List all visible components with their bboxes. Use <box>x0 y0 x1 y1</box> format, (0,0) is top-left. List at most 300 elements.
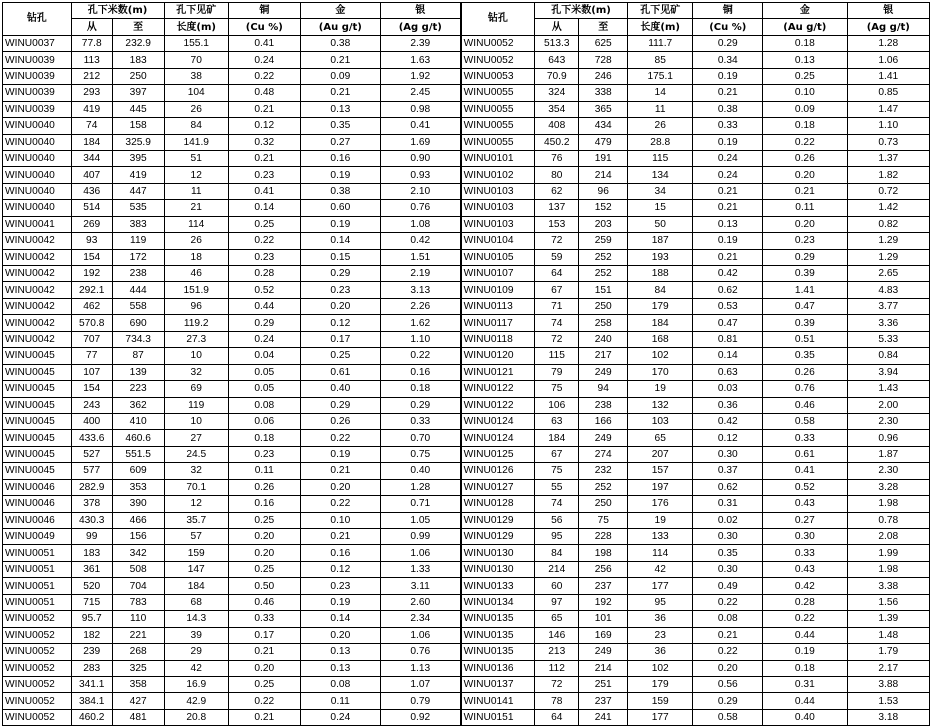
right-cell-hole: WINU0137 <box>461 676 535 692</box>
right-cell-hole: WINU0055 <box>461 134 535 150</box>
right-cell-ag: 3.28 <box>847 479 929 495</box>
left-cell-cu: 0.22 <box>228 693 300 709</box>
right-cell-cu: 0.36 <box>693 397 763 413</box>
right-cell-cu: 0.42 <box>693 266 763 282</box>
left-cell-cu: 0.23 <box>228 446 300 462</box>
right-cell-to: 152 <box>579 200 628 216</box>
left-cell-hole: WINU0046 <box>3 512 72 528</box>
left-cell-from: 282.9 <box>71 479 112 495</box>
left-cell-to: 87 <box>112 348 164 364</box>
left-cell-interval: 12 <box>164 167 228 183</box>
left-cell-cu: 0.23 <box>228 249 300 265</box>
left-cell-hole: WINU0045 <box>3 348 72 364</box>
right-cell-au: 0.42 <box>763 578 847 594</box>
right-cell-from: 84 <box>535 545 579 561</box>
left-cell-ag: 0.71 <box>380 496 460 512</box>
left-cell-hole: WINU0045 <box>3 381 72 397</box>
right-cell-ag: 2.17 <box>847 660 929 676</box>
left-cell-to: 158 <box>112 118 164 134</box>
right-cell-to: 240 <box>579 331 628 347</box>
right-cell-from: 137 <box>535 200 579 216</box>
left-cell-hole: WINU0037 <box>3 35 72 51</box>
left-cell-hole: WINU0042 <box>3 233 72 249</box>
right-cell-to: 169 <box>579 627 628 643</box>
left-cell-to: 342 <box>112 545 164 561</box>
left-cell-au: 0.38 <box>300 183 380 199</box>
left-cell-ag: 3.11 <box>380 578 460 594</box>
header-row-top <box>3 3 930 19</box>
right-cell-to: 728 <box>579 52 628 68</box>
right-cell-cu: 0.19 <box>693 233 763 249</box>
right-cell-from: 95 <box>535 529 579 545</box>
left-cell-hole: WINU0040 <box>3 118 72 134</box>
left-cell-cu: 0.44 <box>228 298 300 314</box>
left-cell-to: 535 <box>112 200 164 216</box>
right-cell-ag: 1.41 <box>847 68 929 84</box>
left-cell-au: 0.26 <box>300 413 380 429</box>
right-cell-from: 643 <box>535 52 579 68</box>
right-cell-interval: 157 <box>627 463 692 479</box>
left-cell-from: 361 <box>71 561 112 577</box>
right-cell-au: 0.10 <box>763 85 847 101</box>
left-cell-interval: 70 <box>164 52 228 68</box>
right-cell-cu: 0.13 <box>693 216 763 232</box>
left-cell-hole: WINU0052 <box>3 660 72 676</box>
drill-results-table-container <box>2 2 930 726</box>
table-row <box>3 315 930 331</box>
left-cell-to: 690 <box>112 315 164 331</box>
right-cell-ag: 1.56 <box>847 594 929 610</box>
header-to: 至 <box>579 19 628 35</box>
left-cell-au: 0.20 <box>300 627 380 643</box>
left-cell-to: 232.9 <box>112 35 164 51</box>
right-cell-cu: 0.12 <box>693 430 763 446</box>
table-row <box>3 233 930 249</box>
right-cell-to: 249 <box>579 644 628 660</box>
table-row <box>3 578 930 594</box>
right-cell-interval: 187 <box>627 233 692 249</box>
left-cell-from: 113 <box>71 52 112 68</box>
right-cell-cu: 0.38 <box>693 101 763 117</box>
right-cell-interval: 197 <box>627 479 692 495</box>
right-cell-hole: WINU0101 <box>461 150 535 166</box>
left-cell-to: 183 <box>112 52 164 68</box>
left-cell-au: 0.27 <box>300 134 380 150</box>
left-cell-cu: 0.23 <box>228 167 300 183</box>
right-cell-ag: 3.88 <box>847 676 929 692</box>
right-cell-interval: 134 <box>627 167 692 183</box>
right-cell-au: 0.41 <box>763 463 847 479</box>
right-cell-hole: WINU0102 <box>461 167 535 183</box>
table-row <box>3 381 930 397</box>
right-cell-interval: 65 <box>627 430 692 446</box>
right-cell-to: 338 <box>579 85 628 101</box>
left-cell-hole: WINU0042 <box>3 331 72 347</box>
table-row <box>3 709 930 725</box>
header-to: 至 <box>112 19 164 35</box>
right-cell-to: 101 <box>579 611 628 627</box>
right-cell-from: 63 <box>535 413 579 429</box>
left-cell-to: 110 <box>112 611 164 627</box>
right-cell-ag: 1.43 <box>847 381 929 397</box>
left-cell-hole: WINU0051 <box>3 561 72 577</box>
right-cell-hole: WINU0107 <box>461 266 535 282</box>
right-cell-interval: 175.1 <box>627 68 692 84</box>
right-cell-interval: 23 <box>627 627 692 643</box>
right-cell-interval: 102 <box>627 660 692 676</box>
left-cell-hole: WINU0045 <box>3 430 72 446</box>
right-cell-hole: WINU0141 <box>461 693 535 709</box>
right-cell-au: 0.33 <box>763 430 847 446</box>
left-cell-to: 419 <box>112 167 164 183</box>
left-cell-ag: 1.06 <box>380 545 460 561</box>
left-cell-from: 520 <box>71 578 112 594</box>
left-cell-interval: 70.1 <box>164 479 228 495</box>
left-cell-au: 0.15 <box>300 249 380 265</box>
left-cell-hole: WINU0045 <box>3 446 72 462</box>
right-cell-cu: 0.02 <box>693 512 763 528</box>
left-cell-ag: 1.51 <box>380 249 460 265</box>
left-cell-ag: 0.99 <box>380 529 460 545</box>
left-cell-to: 460.6 <box>112 430 164 446</box>
left-cell-hole: WINU0039 <box>3 85 72 101</box>
right-cell-ag: 1.98 <box>847 496 929 512</box>
left-cell-ag: 1.10 <box>380 331 460 347</box>
left-cell-ag: 1.13 <box>380 660 460 676</box>
table-row <box>3 594 930 610</box>
right-cell-interval: 42 <box>627 561 692 577</box>
table-row <box>3 496 930 512</box>
right-cell-interval: 132 <box>627 397 692 413</box>
right-cell-to: 237 <box>579 578 628 594</box>
right-cell-cu: 0.19 <box>693 68 763 84</box>
left-cell-hole: WINU0042 <box>3 298 72 314</box>
right-cell-au: 0.33 <box>763 545 847 561</box>
left-cell-cu: 0.05 <box>228 381 300 397</box>
left-cell-au: 0.14 <box>300 611 380 627</box>
right-cell-cu: 0.03 <box>693 381 763 397</box>
right-cell-ag: 5.33 <box>847 331 929 347</box>
right-cell-hole: WINU0109 <box>461 282 535 298</box>
right-cell-interval: 19 <box>627 381 692 397</box>
right-cell-to: 228 <box>579 529 628 545</box>
left-cell-hole: WINU0045 <box>3 463 72 479</box>
right-cell-interval: 84 <box>627 282 692 298</box>
right-cell-hole: WINU0124 <box>461 430 535 446</box>
right-cell-cu: 0.42 <box>693 413 763 429</box>
left-cell-ag: 0.93 <box>380 167 460 183</box>
left-cell-interval: 21 <box>164 200 228 216</box>
right-cell-cu: 0.22 <box>693 594 763 610</box>
table-row <box>3 35 930 51</box>
right-cell-to: 252 <box>579 249 628 265</box>
right-cell-hole: WINU0122 <box>461 381 535 397</box>
left-cell-cu: 0.33 <box>228 611 300 627</box>
left-cell-to: 704 <box>112 578 164 594</box>
right-cell-to: 192 <box>579 594 628 610</box>
right-cell-interval: 114 <box>627 545 692 561</box>
right-cell-hole: WINU0129 <box>461 529 535 545</box>
left-cell-au: 0.29 <box>300 397 380 413</box>
right-cell-from: 75 <box>535 463 579 479</box>
left-cell-interval: 141.9 <box>164 134 228 150</box>
right-cell-au: 0.43 <box>763 561 847 577</box>
left-cell-to: 362 <box>112 397 164 413</box>
right-cell-from: 64 <box>535 266 579 282</box>
left-cell-ag: 1.63 <box>380 52 460 68</box>
left-cell-from: 93 <box>71 233 112 249</box>
right-cell-interval: 50 <box>627 216 692 232</box>
left-cell-ag: 0.70 <box>380 430 460 446</box>
left-cell-cu: 0.05 <box>228 364 300 380</box>
left-cell-hole: WINU0052 <box>3 611 72 627</box>
table-row <box>3 348 930 364</box>
table-row <box>3 644 930 660</box>
left-cell-to: 466 <box>112 512 164 528</box>
left-cell-hole: WINU0046 <box>3 479 72 495</box>
table-body <box>3 35 930 725</box>
right-cell-ag: 1.79 <box>847 644 929 660</box>
right-cell-from: 56 <box>535 512 579 528</box>
right-cell-hole: WINU0128 <box>461 496 535 512</box>
right-cell-au: 0.19 <box>763 644 847 660</box>
header-interval-line1: 孔下见矿 <box>627 3 692 19</box>
right-cell-to: 252 <box>579 266 628 282</box>
left-cell-ag: 0.29 <box>380 397 460 413</box>
left-cell-interval: 46 <box>164 266 228 282</box>
right-cell-cu: 0.81 <box>693 331 763 347</box>
left-cell-cu: 0.16 <box>228 496 300 512</box>
left-cell-hole: WINU0051 <box>3 578 72 594</box>
left-cell-from: 407 <box>71 167 112 183</box>
right-cell-interval: 179 <box>627 676 692 692</box>
left-cell-hole: WINU0042 <box>3 266 72 282</box>
left-cell-hole: WINU0042 <box>3 249 72 265</box>
header-ag-line2: (Ag g/t) <box>847 19 929 35</box>
right-cell-interval: 102 <box>627 348 692 364</box>
right-cell-cu: 0.29 <box>693 693 763 709</box>
right-cell-ag: 1.29 <box>847 233 929 249</box>
right-cell-hole: WINU0121 <box>461 364 535 380</box>
left-cell-au: 0.61 <box>300 364 380 380</box>
left-cell-interval: 119.2 <box>164 315 228 331</box>
left-cell-au: 0.11 <box>300 693 380 709</box>
right-cell-ag: 2.65 <box>847 266 929 282</box>
right-cell-to: 258 <box>579 315 628 331</box>
left-cell-au: 0.40 <box>300 381 380 397</box>
right-cell-cu: 0.62 <box>693 479 763 495</box>
right-cell-hole: WINU0127 <box>461 479 535 495</box>
right-cell-from: 75 <box>535 381 579 397</box>
right-cell-ag: 2.30 <box>847 413 929 429</box>
left-cell-interval: 35.7 <box>164 512 228 528</box>
header-cu-line1: 铜 <box>693 3 763 19</box>
header-drillhole: 钻孔 <box>3 3 72 36</box>
right-cell-interval: 95 <box>627 594 692 610</box>
left-cell-ag: 0.76 <box>380 200 460 216</box>
right-cell-interval: 111.7 <box>627 35 692 51</box>
right-cell-hole: WINU0103 <box>461 183 535 199</box>
right-cell-hole: WINU0122 <box>461 397 535 413</box>
right-cell-interval: 19 <box>627 512 692 528</box>
right-cell-ag: 1.48 <box>847 627 929 643</box>
left-cell-to: 139 <box>112 364 164 380</box>
right-cell-cu: 0.21 <box>693 249 763 265</box>
right-cell-from: 153 <box>535 216 579 232</box>
right-cell-from: 71 <box>535 298 579 314</box>
right-cell-from: 60 <box>535 578 579 594</box>
right-cell-au: 0.35 <box>763 348 847 364</box>
left-cell-au: 0.19 <box>300 216 380 232</box>
right-cell-cu: 0.21 <box>693 85 763 101</box>
table-row <box>3 413 930 429</box>
left-cell-interval: 27.3 <box>164 331 228 347</box>
right-cell-to: 479 <box>579 134 628 150</box>
left-cell-hole: WINU0040 <box>3 134 72 150</box>
right-cell-au: 0.40 <box>763 709 847 725</box>
right-cell-au: 0.43 <box>763 496 847 512</box>
left-cell-interval: 20.8 <box>164 709 228 725</box>
left-cell-hole: WINU0045 <box>3 413 72 429</box>
right-cell-from: 408 <box>535 118 579 134</box>
right-cell-cu: 0.56 <box>693 676 763 692</box>
left-cell-cu: 0.25 <box>228 512 300 528</box>
left-cell-cu: 0.21 <box>228 150 300 166</box>
right-cell-to: 625 <box>579 35 628 51</box>
left-cell-hole: WINU0045 <box>3 397 72 413</box>
right-cell-au: 0.39 <box>763 315 847 331</box>
right-cell-ag: 1.28 <box>847 35 929 51</box>
header-depth: 孔下米数(m) <box>71 3 164 19</box>
left-cell-au: 0.13 <box>300 660 380 676</box>
left-cell-ag: 1.69 <box>380 134 460 150</box>
right-cell-ag: 0.78 <box>847 512 929 528</box>
right-cell-hole: WINU0052 <box>461 52 535 68</box>
right-cell-hole: WINU0125 <box>461 446 535 462</box>
right-cell-hole: WINU0124 <box>461 413 535 429</box>
left-cell-au: 0.21 <box>300 85 380 101</box>
right-cell-to: 214 <box>579 167 628 183</box>
right-cell-from: 80 <box>535 167 579 183</box>
right-cell-ag: 3.18 <box>847 709 929 725</box>
left-cell-au: 0.29 <box>300 266 380 282</box>
table-row <box>3 282 930 298</box>
table-row <box>3 545 930 561</box>
header-cu-line2: (Cu %) <box>228 19 300 35</box>
left-cell-cu: 0.18 <box>228 430 300 446</box>
left-cell-interval: 27 <box>164 430 228 446</box>
left-cell-interval: 104 <box>164 85 228 101</box>
header-drillhole: 钻孔 <box>461 3 535 36</box>
left-cell-to: 221 <box>112 627 164 643</box>
right-cell-from: 146 <box>535 627 579 643</box>
right-cell-au: 0.31 <box>763 676 847 692</box>
left-cell-from: 430.3 <box>71 512 112 528</box>
right-cell-ag: 1.47 <box>847 101 929 117</box>
right-cell-au: 0.22 <box>763 611 847 627</box>
right-cell-to: 151 <box>579 282 628 298</box>
right-cell-au: 0.20 <box>763 216 847 232</box>
left-cell-from: 577 <box>71 463 112 479</box>
right-cell-cu: 0.22 <box>693 644 763 660</box>
left-cell-from: 400 <box>71 413 112 429</box>
table-row <box>3 150 930 166</box>
right-cell-hole: WINU0118 <box>461 331 535 347</box>
right-cell-from: 72 <box>535 331 579 347</box>
left-cell-interval: 119 <box>164 397 228 413</box>
right-cell-hole: WINU0133 <box>461 578 535 594</box>
table-row <box>3 200 930 216</box>
right-cell-cu: 0.33 <box>693 118 763 134</box>
right-cell-cu: 0.53 <box>693 298 763 314</box>
right-cell-to: 203 <box>579 216 628 232</box>
right-cell-from: 72 <box>535 233 579 249</box>
right-cell-to: 214 <box>579 660 628 676</box>
left-cell-hole: WINU0039 <box>3 68 72 84</box>
header-cu-line1: 铜 <box>228 3 300 19</box>
left-cell-cu: 0.12 <box>228 118 300 134</box>
header-au-line2: (Au g/t) <box>300 19 380 35</box>
left-cell-to: 410 <box>112 413 164 429</box>
right-cell-to: 232 <box>579 463 628 479</box>
left-cell-au: 0.14 <box>300 233 380 249</box>
left-cell-cu: 0.22 <box>228 68 300 84</box>
header-from: 从 <box>535 19 579 35</box>
left-cell-hole: WINU0039 <box>3 101 72 117</box>
header-interval-line1: 孔下见矿 <box>164 3 228 19</box>
right-cell-cu: 0.21 <box>693 200 763 216</box>
left-cell-ag: 0.90 <box>380 150 460 166</box>
left-cell-from: 243 <box>71 397 112 413</box>
left-cell-au: 0.12 <box>300 315 380 331</box>
right-cell-ag: 0.72 <box>847 183 929 199</box>
right-cell-interval: 133 <box>627 529 692 545</box>
left-cell-hole: WINU0040 <box>3 167 72 183</box>
right-cell-ag: 1.39 <box>847 611 929 627</box>
right-cell-cu: 0.24 <box>693 150 763 166</box>
left-cell-to: 383 <box>112 216 164 232</box>
table-row <box>3 463 930 479</box>
right-cell-to: 75 <box>579 512 628 528</box>
right-cell-hole: WINU0105 <box>461 249 535 265</box>
right-cell-hole: WINU0129 <box>461 512 535 528</box>
table-row <box>3 611 930 627</box>
right-cell-interval: 177 <box>627 578 692 594</box>
right-cell-ag: 1.37 <box>847 150 929 166</box>
left-cell-from: 283 <box>71 660 112 676</box>
right-cell-from: 76 <box>535 150 579 166</box>
left-cell-from: 154 <box>71 249 112 265</box>
right-cell-hole: WINU0130 <box>461 545 535 561</box>
right-cell-hole: WINU0055 <box>461 101 535 117</box>
left-cell-from: 715 <box>71 594 112 610</box>
right-cell-from: 184 <box>535 430 579 446</box>
right-cell-hole: WINU0113 <box>461 298 535 314</box>
left-cell-au: 0.60 <box>300 200 380 216</box>
left-cell-hole: WINU0040 <box>3 183 72 199</box>
table-row <box>3 430 930 446</box>
header-ag-line1: 银 <box>847 3 929 19</box>
right-cell-from: 78 <box>535 693 579 709</box>
right-cell-from: 74 <box>535 315 579 331</box>
right-cell-from: 97 <box>535 594 579 610</box>
right-cell-interval: 184 <box>627 315 692 331</box>
right-cell-interval: 36 <box>627 611 692 627</box>
right-cell-au: 0.29 <box>763 249 847 265</box>
right-cell-interval: 11 <box>627 101 692 117</box>
left-cell-from: 341.1 <box>71 676 112 692</box>
right-cell-from: 65 <box>535 611 579 627</box>
